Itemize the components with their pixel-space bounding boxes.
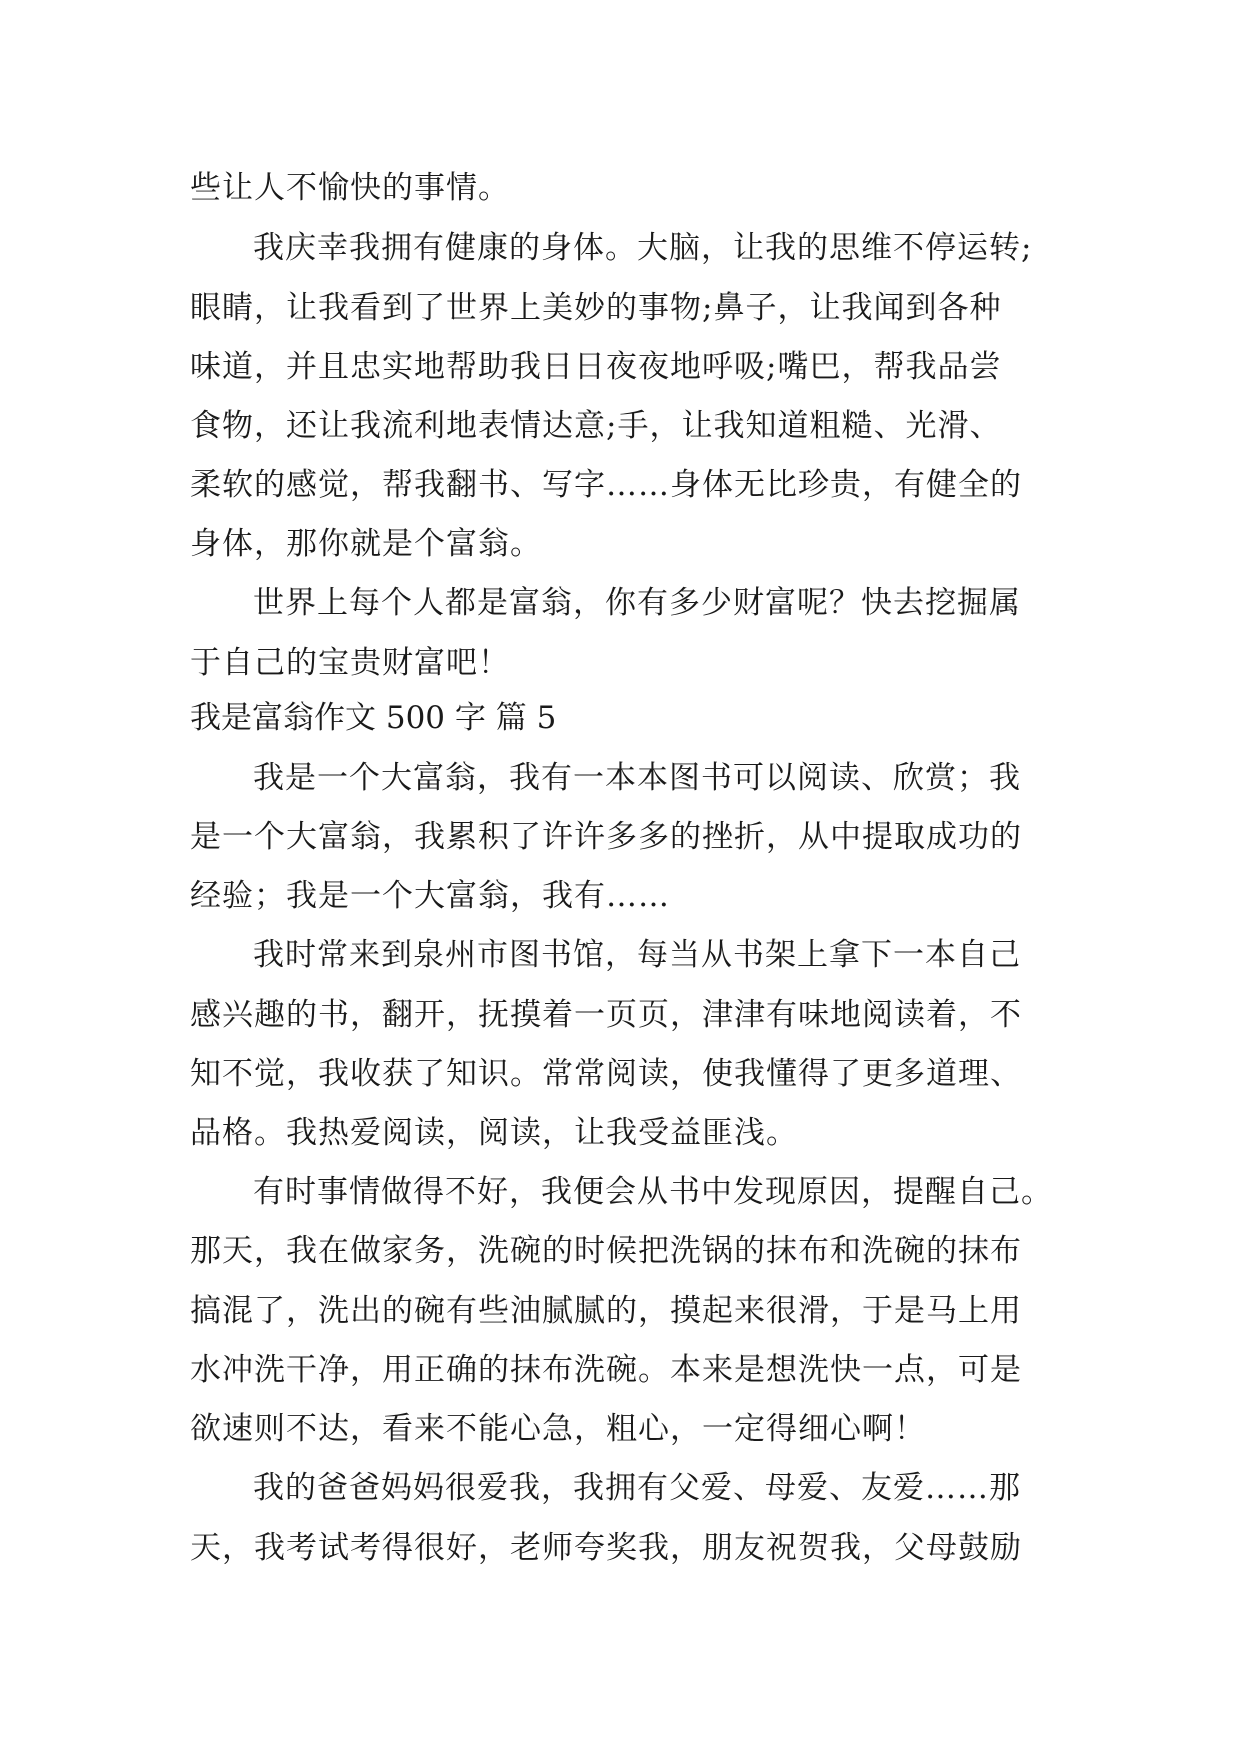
paragraph-start-line: 我庆幸我拥有健康的身体。大脑，让我的思维不停运转; — [253, 230, 1033, 266]
text-line: 知不觉，我收获了知识。常常阅读，使我懂得了更多道理、 — [190, 1056, 1022, 1092]
paragraph-start-line: 世界上每个人都是富翁，你有多少财富呢？快去挖掘属 — [253, 585, 1021, 621]
paragraph-start-line: 我的爸爸妈妈很爱我，我拥有父爱、母爱、友爱……那 — [253, 1470, 1021, 1506]
text-line: 身体，那你就是个富翁。 — [190, 526, 542, 562]
text-line: 柔软的感觉，帮我翻书、写字……身体无比珍贵，有健全的 — [190, 467, 1022, 503]
paragraph-start-line: 我是一个大富翁，我有一本本图书可以阅读、欣赏；我 — [253, 760, 1021, 796]
text-line: 感兴趣的书，翻开，抚摸着一页页，津津有味地阅读着，不 — [190, 997, 1022, 1033]
text-line: 味道，并且忠实地帮助我日日夜夜地呼吸;嘴巴，帮我品尝 — [190, 349, 1002, 385]
text-line: 品格。我热爱阅读，阅读，让我受益匪浅。 — [190, 1115, 798, 1151]
text-line: 是一个大富翁，我累积了许许多多的挫折，从中提取成功的 — [190, 819, 1022, 855]
text-line: 天，我考试考得很好，老师夸奖我，朋友祝贺我，父母鼓励 — [190, 1530, 1022, 1566]
paragraph-start-line: 我时常来到泉州市图书馆，每当从书架上拿下一本自己 — [253, 937, 1021, 973]
text-line: 食物，还让我流利地表情达意;手，让我知道粗糙、光滑、 — [190, 408, 1002, 444]
text-line: 经验；我是一个大富翁，我有…… — [190, 878, 670, 914]
text-line: 眼睛，让我看到了世界上美妙的事物;鼻子，让我闻到各种 — [190, 290, 1002, 326]
text-line: 欲速则不达，看来不能心急，粗心，一定得细心啊！ — [190, 1411, 926, 1447]
text-line: 些让人不愉快的事情。 — [190, 170, 510, 206]
text-line: 水冲洗干净，用正确的抹布洗碗。本来是想洗快一点，可是 — [190, 1352, 1022, 1388]
text-line: 搞混了，洗出的碗有些油腻腻的，摸起来很滑，于是马上用 — [190, 1293, 1022, 1329]
paragraph-start-line: 有时事情做得不好，我便会从书中发现原因，提醒自己。 — [253, 1174, 1053, 1210]
section-heading: 我是富翁作文 500 字 篇 5 — [190, 700, 557, 736]
text-line: 那天，我在做家务，洗碗的时候把洗锅的抹布和洗碗的抹布 — [190, 1233, 1022, 1269]
text-line: 于自己的宝贵财富吧！ — [190, 645, 510, 681]
